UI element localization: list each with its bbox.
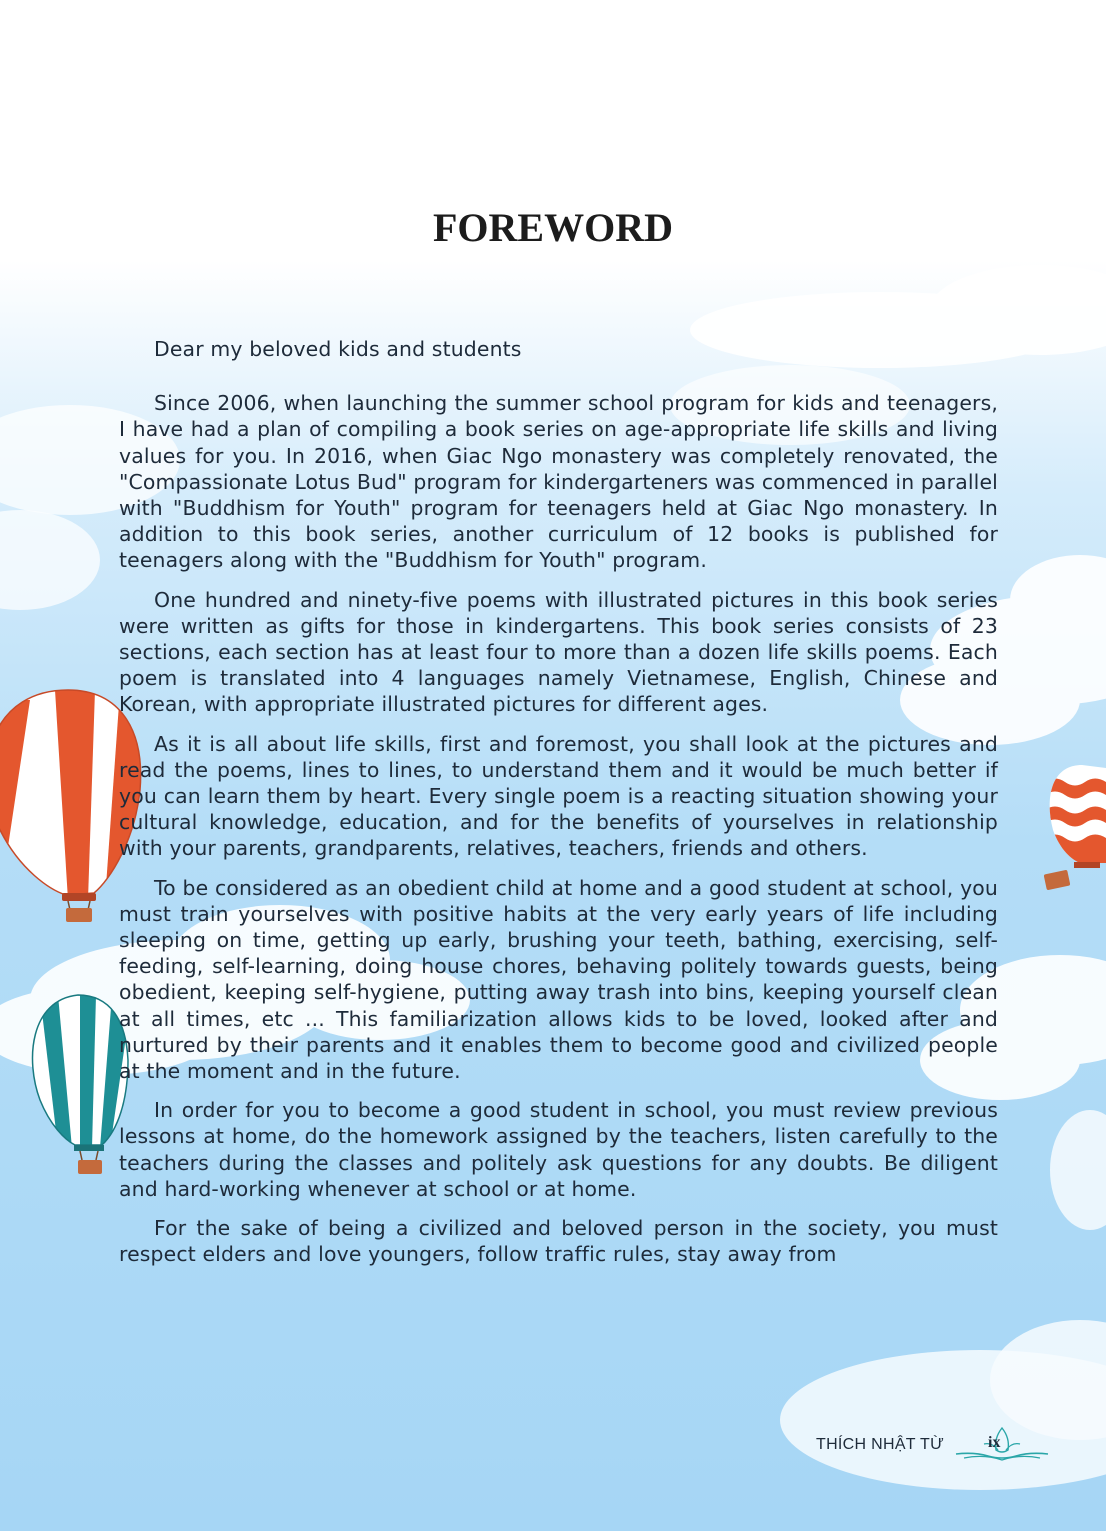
foreword-body bbox=[119, 336, 998, 1268]
paragraph: To be considered as an obedient child at home and a good student at school, you must train yourselves with positive habits at the very early years of life including sleeping on time, getting up early, brushing your teeth, bathing, exercising, self-feeding, self-learning, doing house chores, behaving politely towards guests, being obedient, keeping self-hygiene, putting away trash into bins, keeping yourself clean at all times, etc ... This familiarization allows kids to be loved, looked after and nurtured by their parents and it enables them to become good and civilized people at the moment and in the future. bbox=[119, 875, 998, 1084]
greeting-line: Dear my beloved kids and students bbox=[154, 337, 522, 361]
paragraph: Since 2006, when launching the summer school program for kids and teenagers, I have had a plan of compiling a book series on age-appropriate life skills and living values for you. In 2016, when Giac Ngo monastery was completely renovated, the "Compassionate Lotus Bud" program for kindergarteners was commenced in parallel with "Buddhism for Youth" program for teenagers held at Giac Ngo monastery. In addition to this book series, another curriculum of 12 books is published for teenagers along with the "Buddhism for Youth" program. bbox=[119, 391, 998, 573]
paragraph: In order for you to become a good student in school, you must review previous lessons at home, do the homework assigned by the teachers, listen carefully to the teachers during the classes and politely ask questions for any doubts. Be diligent and hard-working whenever at school or at home. bbox=[119, 1098, 998, 1201]
paragraph: One hundred and ninety-five poems with illustrated pictures in this book series were written as gifts for those in kindergartens. This book series consists of 23 sections, each section has at least four to more than a dozen life skills poems. Each poem is translated into 4 languages namely Vietnamese, English, Chinese and Korean, with appropriate illustrated pictures for different ages. bbox=[119, 587, 998, 717]
lotus-ornament-icon bbox=[954, 1424, 1050, 1466]
page-title: FOREWORD bbox=[433, 205, 673, 250]
author-name: THÍCH NHẬT TỪ bbox=[816, 1436, 945, 1453]
page-number: ix bbox=[988, 1434, 1001, 1451]
page-footer bbox=[816, 1426, 1056, 1466]
paragraph: As it is all about life skills, first and foremost, you shall look at the pictures and read the poems, lines to lines, to understand them and it would be much better if you can learn them by heart. Every single poem is a reacting situation showing your cultural knowledge, education, and for the benefits of yourselves in relationship with your parents, grandparents, relatives, teachers, friends and others. bbox=[119, 731, 998, 861]
paragraph: For the sake of being a civilized and beloved person in the society, you must respect elders and love youngers, follow traffic rules, stay away from bbox=[119, 1216, 998, 1267]
